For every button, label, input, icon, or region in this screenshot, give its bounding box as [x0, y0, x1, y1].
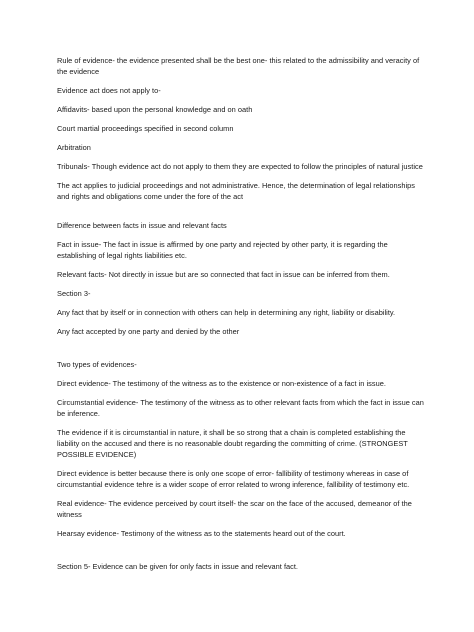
paragraph-fact-accepted: Any fact accepted by one party and denied by the other: [57, 327, 240, 336]
paragraph-circumstantial-strength: The evidence if it is circumstantial in nature, it shall be so strong that a chain is completed establishing the liability on the accused and there is no reasonable doubt regarding the committing of crime. (STRONGEST POSSIBLE EVIDENCE): [57, 428, 408, 459]
paragraph-relevant-facts: Relevant facts- Not directly in issue but are so connected that fact in issue can be inferred from them.: [57, 270, 390, 279]
paragraph-section-5: Section 5- Evidence can be given for only facts in issue and relevant fact.: [57, 562, 299, 571]
paragraph-direct-evidence: Direct evidence- The testimony of the witness as to the existence or non-existence of a fact in issue.: [57, 379, 386, 388]
paragraph-arbitration: Arbitration: [57, 143, 91, 152]
paragraph-evidence-act-not-apply: Evidence act does not apply to-: [57, 86, 161, 95]
paragraph-court-martial: Court martial proceedings specified in second column: [57, 124, 234, 133]
paragraph-direct-better: Direct evidence is better because there is only one scope of error- fallibility of testimony whereas in case of circumstantial evidence tehre is a wider scope of error related to wrong inference, fallibility of testimony etc.: [57, 469, 410, 489]
paragraph-section-3: Section 3-: [57, 289, 91, 298]
paragraph-any-fact: Any fact that by itself or in connection with others can help in determining any right, liability or disability.: [57, 308, 396, 317]
paragraph-rule-of-evidence: Rule of evidence- the evidence presented shall be the best one- this related to the admissibility and veracity of the evidence: [57, 56, 420, 76]
paragraph-difference-heading: Difference between facts in issue and relevant facts: [57, 221, 227, 230]
paragraph-affidavits: Affidavits- based upon the personal knowledge and on oath: [57, 105, 253, 114]
paragraph-hearsay-evidence: Hearsay evidence- Testimony of the witness as to the statements heard out of the court.: [57, 529, 346, 538]
paragraph-two-types: Two types of evidences-: [57, 360, 137, 369]
paragraph-circumstantial-evidence: Circumstantial evidence- The testimony of the witness as to other relevant facts from which the fact in issue can be inference.: [57, 398, 424, 418]
paragraph-real-evidence: Real evidence- The evidence perceived by court itself- the scar on the face of the accused, demeanor of the witness: [57, 499, 412, 519]
paragraph-act-applies: The act applies to judicial proceedings and not administrative. Hence, the determination of legal relationships and rights and obligations come under the fore of the act: [57, 181, 415, 201]
paragraph-tribunals: Tribunals- Though evidence act do not apply to them they are expected to follow the principles of natural justice: [57, 162, 423, 171]
paragraph-fact-in-issue: Fact in issue- The fact in issue is affirmed by one party and rejected by other party, it is regarding the establishing of legal rights liabilities etc.: [57, 240, 388, 260]
